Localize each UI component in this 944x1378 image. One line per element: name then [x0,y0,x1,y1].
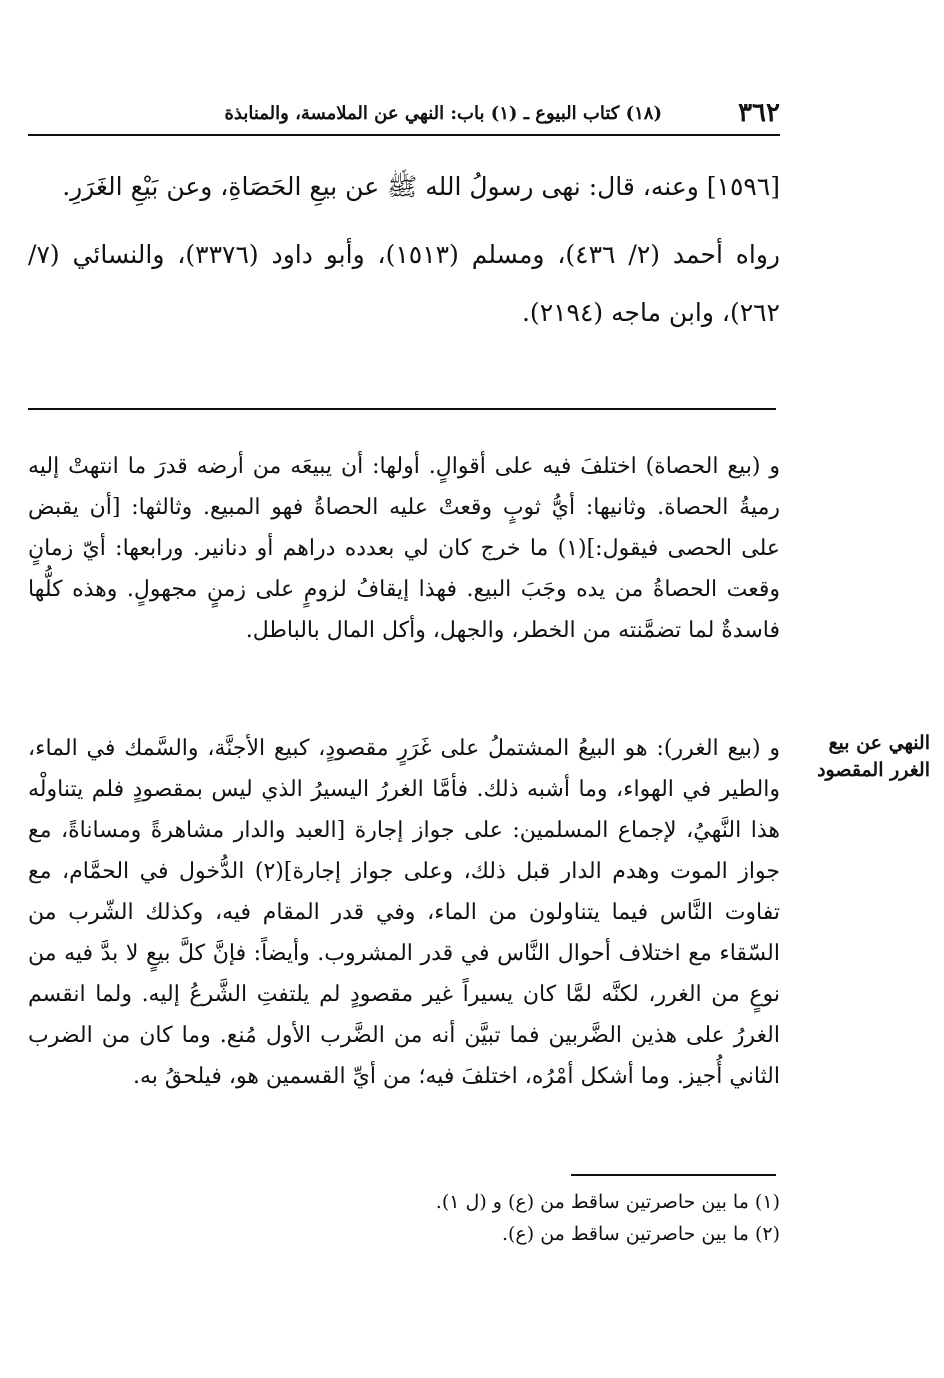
commentary-text-2: و (بيع الغرر): هو البيعُ المشتملُ على غَرَرٍ مقصودٍ، كبيع الأجنَّة، والسَّمك في الماء، والطير في الهواء، وما أشبه ذلك. فأمَّا الغررُ اليسيرُ الذي ليس بمقصودٍ فلم يتناولْه هذا النَّهيُ، لإجماع المسلمين: على جواز إجارة [العبد والدار مشاهرةً ومساناةً، مع جواز الموت وهدم الدار قبل ذلك، وعلى جواز إجارة](٢) الدُّخول في الحمَّام، مع تفاوت النَّاس فيما يتناولون من الماء، وفي قدر المقام فيه، وكذلك الشّرب من السّقاء مع اختلاف أحوال النَّاس في قدر المشروب. وأيضاً: فإنَّ كلَّ بيعٍ لا بدَّ فيه من نوعٍ من الغرر، لكنَّه لمَّا كان يسيراً غير مقصودٍ لم يلتفتِ الشَّرعُ إليه. ولما انقسم الغررُ على هذين الضَّربين فما تبيَّن أنه من الضَّرب الأول مُنع. وما كان من الضرب الثاني أُجيز. وما أشكل أمْرُه، اختلفَ فيه؛ من أيِّ القسمين هو، فيلحقُ به. [28,736,780,1089]
footnote-2: (٢) ما بين حاصرتين ساقط من (ع). [501,1223,780,1245]
running-head: (١٨) كتاب البيوع ـ (١) باب: النهي عن الملامسة، والمنابذة [224,103,662,124]
hadith-takhrij: رواه أحمد (٢/ ٤٣٦)، ومسلم (١٥١٣)، وأبو داود (٣٣٧٦)، والنسائي (٧/ ٢٦٢)، وابن ماجه (٢١٩٤). [28,240,780,327]
hadith-block [28,158,780,342]
page-number: ٣٦٢ [738,98,780,128]
hadith-text: [١٥٩٦] وعنه، قال: نهى رسولُ الله ﷺ عن بيعِ الحَصَاةِ، وعن بَيْعِ الغَرَرِ. [62,172,780,201]
page-header [28,96,780,136]
margin-side-note: النهي عن بيع الغرر المقصود [817,732,930,781]
commentary-text-1: و (بيع الحصاة) اختلفَ فيه على أقوالٍ. أولها: أن يبيعَه من أرضه قدرَ ما انتهتْ إليه رميةُ الحصاة. وثانيها: أيُّ ثوبٍ وقعتْ عليه الحصاةُ فهو المبيع. وثالثها: [أن يقبض على الحصى فيقول:](١) ما خرج كان لي بعدده دراهم أو دنانير. ورابعها: أيّ زمانٍ وقعت الحصاةُ من يده وجَبَ البيع. فهذا إيقافُ لزومٍ على زمنٍ مجهولٍ. وهذه كلُّها فاسدةٌ لما تضمَّنته من الخطر، والجهل، وأكل المال بالباطل. [28,454,780,643]
commentary-paragraph-1 [28,446,780,651]
hadith-separator-rule [28,408,776,410]
footnotes [28,1186,780,1250]
commentary-paragraph-2 [28,728,780,1097]
footnote-separator-rule [571,1174,776,1176]
footnote-1: (١) ما بين حاصرتين ساقط من (ع) و (ل ١). [435,1191,780,1213]
